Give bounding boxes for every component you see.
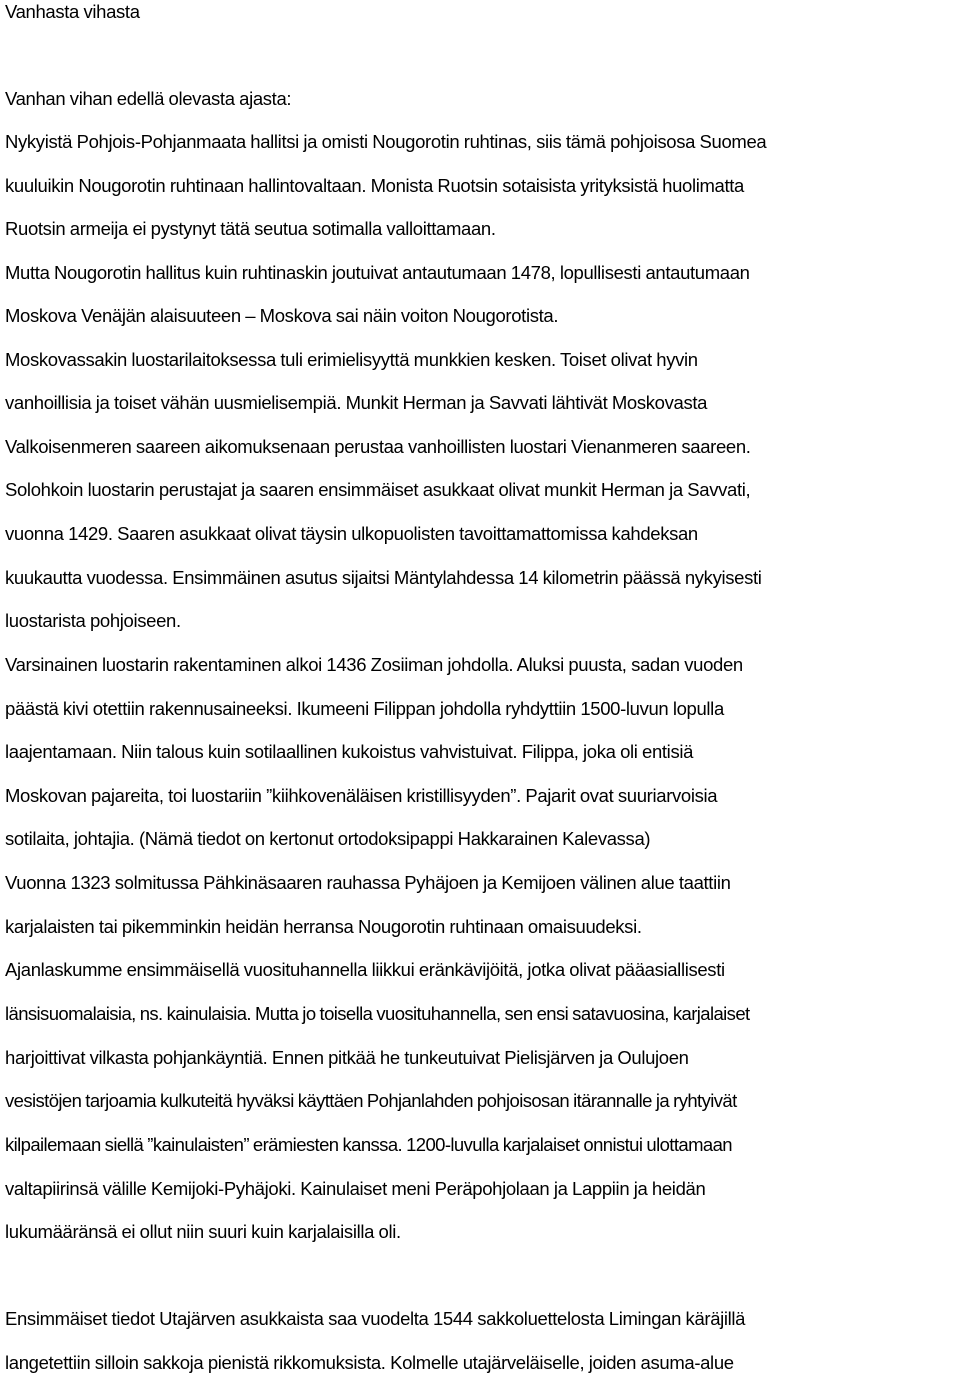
text-line: päästä kivi otettiin rakennusaineeksi. Ikumeeni Filippan johdolla ryhdyttiin 1500-luvun lopulla bbox=[5, 698, 724, 719]
text-line: kilpailemaan siellä ”kainulaisten” erämiesten kanssa. 1200-luvulla karjalaiset onnistui ulottamaan bbox=[5, 1134, 732, 1155]
text-line: kuukautta vuodessa. Ensimmäinen asutus sijaitsi Mäntylahdessa 14 kilometrin päässä nykyisesti bbox=[5, 567, 762, 588]
text-line: kuuluikin Nougorotin ruhtinaan hallintovaltaan. Monista Ruotsin sotaisista yrityksistä huolimatta bbox=[5, 175, 744, 196]
text-line: Ruotsin armeija ei pystynyt tätä seutua sotimalla valloittamaan. bbox=[5, 218, 496, 239]
text-line: Valkoisenmeren saareen aikomuksenaan perustaa vanhoillisten luostari Vienanmeren saareen. bbox=[5, 436, 751, 457]
text-line: Nykyistä Pohjois-Pohjanmaata hallitsi ja omisti Nougorotin ruhtinas, siis tämä pohjoisosa Suomea bbox=[5, 131, 767, 152]
text-line: vanhoillisia ja toiset vähän uusmielisempiä. Munkit Herman ja Savvati lähtivät Moskovasta bbox=[5, 392, 708, 413]
text-line: länsisuomalaisia, ns. kainulaisia. Mutta jo toisella vuosituhannella, sen ensi satavuosina, karjalaiset bbox=[5, 1003, 750, 1024]
text-line: karjalaisten tai pikemminkin heidän herransa Nougorotin ruhtinaan omaisuudeksi. bbox=[5, 916, 642, 937]
text-line: Vuonna 1323 solmitussa Pähkinäsaaren rauhassa Pyhäjoen ja Kemijoen välinen alue taattiin bbox=[5, 872, 731, 893]
text-line: harjoittivat vilkasta pohjankäyntiä. Ennen pitkää he tunkeutuivat Pielisjärven ja Oulujoen bbox=[5, 1047, 689, 1068]
text-line: Moskova Venäjän alaisuuteen – Moskova sai näin voiton Nougorotista. bbox=[5, 305, 559, 326]
text-line: Varsinainen luostarin rakentaminen alkoi 1436 Zosiiman johdolla. Aluksi puusta, sadan vuoden bbox=[5, 654, 743, 675]
text-line: vesistöjen tarjoamia kulkuteitä hyväksi käyttäen Pohjanlahden pohjoisosan itärannalle ja ryhtyivät bbox=[5, 1090, 737, 1111]
text-line: Solohkoin luostarin perustajat ja saaren ensimmäiset asukkaat olivat munkit Herman ja Savvati, bbox=[5, 479, 751, 500]
text-line: laajentamaan. Niin talous kuin sotilaallinen kukoistus vahvistuivat. Filippa, joka oli entisiä bbox=[5, 741, 694, 762]
text-line: Moskovassakin luostarilaitoksessa tuli erimielisyyttä munkkien kesken. Toiset olivat hyvin bbox=[5, 349, 698, 370]
document-title: Vanhasta vihasta bbox=[5, 1, 140, 22]
text-line: vuonna 1429. Saaren asukkaat olivat täysin ulkopuolisten tavoittamattomissa kahdeksan bbox=[5, 523, 698, 544]
text-line: lukumääränsä ei ollut niin suuri kuin karjalaisilla oli. bbox=[5, 1221, 401, 1242]
text-line: Moskovan pajareita, toi luostariin ”kiihkovenäläisen kristillisyyden”. Pajarit ovat suuriarvoisia bbox=[5, 785, 718, 806]
text-line: Ajanlaskumme ensimmäisellä vuosituhannella liikkui eränkävijöitä, jotka olivat pääasiallisesti bbox=[5, 959, 725, 980]
text-line: luostarista pohjoiseen. bbox=[5, 610, 181, 631]
text-line: sotilaita, johtajia. (Nämä tiedot on kertonut ortodoksipappi Hakkarainen Kalevassa) bbox=[5, 828, 651, 849]
text-line: langetettiin silloin sakkoja pienistä rikkomuksista. Kolmelle utajärveläiselle, joiden asuma-alue bbox=[5, 1352, 734, 1373]
text-line: Ensimmäiset tiedot Utajärven asukkaista saa vuodelta 1544 sakkoluettelosta Limingan käräjillä bbox=[5, 1308, 746, 1329]
text-line: Mutta Nougorotin hallitus kuin ruhtinaskin joutuivat antautumaan 1478, lopullisesti antautumaan bbox=[5, 262, 750, 283]
text-line: Vanhan vihan edellä olevasta ajasta: bbox=[5, 88, 292, 109]
text-line: valtapiirinsä välille Kemijoki-Pyhäjoki. Kainulaiset meni Peräpohjolaan ja Lappiin ja heidän bbox=[5, 1178, 706, 1199]
